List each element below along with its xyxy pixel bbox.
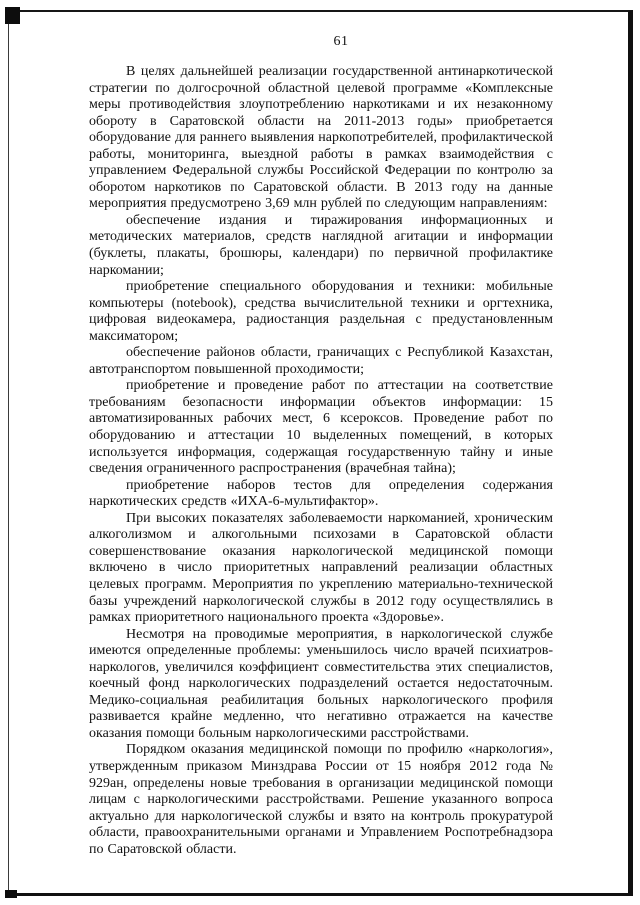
- paragraph-districts-transport: обеспечение районов области, граничащих с Республикой Казахстан, автотранспортом повышенной проходимости;: [89, 345, 553, 377]
- paragraph-test-kits: приобретение наборов тестов для определения содержания наркотических средств «ИХА-6-мультифактор».: [89, 477, 553, 510]
- paragraph-goals-strategy: В целях дальнейшей реализации государственной антинаркотической стратегии по долгосрочной областной целевой программе «Комплексные меры противодействия злоупотреблению наркотиками и их незаконному обороту в Саратовской области на 2011-2013 годы» приобретается оборудование для раннего выявления наркопотребителей, профилактической работы, мониторинга, выездной работы в рамках взаимодействия с управлением Федеральной службы Российской Федерации по контролю за оборотом наркотиков по Саратовской области. В 2013 году на данные мероприятия предусмотрено 3,69 млн рублей по следующим направлениям:: [89, 64, 553, 212]
- paragraph-publishing-materials: обеспечение издания и тиражирования информационных и методических материалов, средств наглядной агитации и информации (буклеты, плакаты, брошюры, календари) по первичной профилактике наркомании;: [89, 212, 553, 278]
- page-content: [89, 34, 553, 858]
- scan-corner-mark-bottom-left: [5, 890, 17, 898]
- paragraph-special-equipment: приобретение специального оборудования и техники: мобильные компьютеры (notebook), средства вычислительной техники и оргтехника, цифровая видеокамера, радиостанция раздельная с предустановленным максиматором;: [89, 279, 553, 344]
- paragraph-narcology-priority: При высоких показателях заболеваемости наркоманией, хроническим алкоголизмом и алкогольными психозами в Саратовской области совершенствование оказания наркологической медицинской помощи включено в число приоритетных направлений реализации областных целевых программ. Мероприятия по укреплению материально-технической базы учреждений наркологической службы в 2012 году осуществлялись в рамках приоритетного национального проекта «Здоровье».: [89, 510, 553, 626]
- scan-corner-mark-top-left: [5, 7, 20, 24]
- paragraph-attestation-works: приобретение и проведение работ по аттестации на соответствие требованиям безопасности информации объектов информации: 15 автоматизированных рабочих мест, 6 ксероксов. Проведение работ по оборудованию и аттестации 10 выделенных помещений, в которых используется информация, содержащая государственную тайну и иные сведения ограниченного распространения (врачебная тайна);: [89, 378, 553, 477]
- page-number: 61: [333, 34, 349, 49]
- paragraph-service-problems: Несмотря на проводимые мероприятия, в наркологической службе имеются определенные проблемы: уменьшилось число врачей психиатров-наркологов, увеличился коэффициент совместительства этих специалистов, коечный фонд наркологических подразделений остается недостаточным. Медико-социальная реабилитация больных наркологического профиля развивается крайне медленно, что негативно отражается на качестве оказания помощи больным наркологическими расстройствами.: [89, 626, 553, 741]
- paragraph-order-929an: Порядком оказания медицинской помощи по профилю «наркология», утвержденным приказом Минздрава России от 15 ноября 2012 года № 929ан, определены новые требования в организации медицинской помощи лицам с наркологическими расстройствами. Решение указанного вопроса актуально для наркологической службы и взято на контроль прокуратурой области, правоохранительными органами и Управлением Роспотребнадзора по Саратовской области.: [89, 742, 553, 857]
